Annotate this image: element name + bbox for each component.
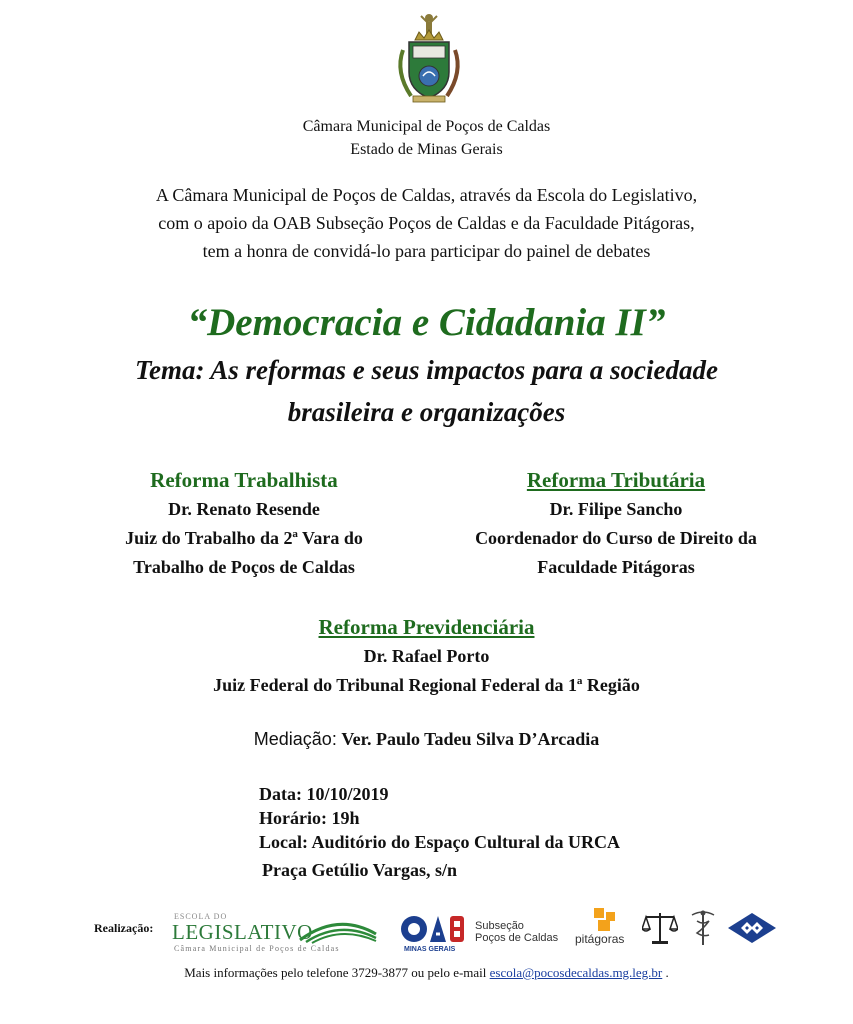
coat-of-arms-logo bbox=[391, 10, 467, 106]
event-title: “Democracia e Cidadania II” bbox=[187, 301, 666, 344]
event-theme-line-2: brasileira e organizações bbox=[287, 397, 566, 427]
subsecao-line-2: Poços de Caldas bbox=[475, 932, 559, 944]
escola-logo-sub-text: Câmara Municipal de Poços de Caldas bbox=[174, 944, 340, 953]
caduceus-emblem-icon bbox=[688, 909, 718, 947]
event-time: Horário: 19h bbox=[259, 808, 360, 828]
pitagoras-logo bbox=[574, 908, 638, 948]
realizacao-label: Realização: bbox=[94, 921, 154, 935]
event-location: Local: Auditório do Espaço Cultural da URCA bbox=[259, 832, 621, 852]
event-date: Data: 10/10/2019 bbox=[259, 784, 389, 804]
footer-contact-text: Mais informações pelo telefone 3729-3877 ou pelo e-mail bbox=[184, 965, 487, 980]
panel-trabalhista bbox=[84, 466, 404, 582]
intro-line-2: com o apoio da OAB Subseção Poços de Caldas e da Faculdade Pitágoras, bbox=[158, 213, 695, 233]
pitagoras-text: pitágoras bbox=[575, 932, 625, 946]
footer-contact bbox=[0, 964, 853, 982]
pitagoras-blocks-icon bbox=[592, 908, 618, 932]
mediation bbox=[0, 726, 853, 752]
oab-logo bbox=[400, 912, 560, 956]
oab-logo-text bbox=[400, 912, 401, 913]
escola-swoosh-icon bbox=[298, 916, 378, 944]
panel-previdenciaria-speaker: Dr. Rafael Porto bbox=[363, 646, 490, 666]
panel-tributaria-role-2: Faculdade Pitágoras bbox=[537, 557, 695, 577]
panel-tributaria bbox=[436, 466, 796, 582]
panel-tributaria-role-1: Coordenador do Curso de Direito da bbox=[475, 528, 757, 548]
escola-logo-small-text: ESCOLA DO bbox=[174, 912, 228, 921]
panel-tributaria-heading: Reforma Tributária bbox=[526, 468, 706, 492]
footer-contact-end: . bbox=[665, 965, 669, 980]
oab-sub-text: MINAS GERAIS bbox=[404, 946, 456, 953]
mediation-label: Mediação: bbox=[253, 729, 337, 749]
panel-previdenciaria-heading: Reforma Previdenciária bbox=[318, 615, 535, 639]
header-chamber: Câmara Municipal de Poços de Caldas bbox=[302, 118, 551, 135]
event-address: Praça Getúlio Vargas, s/n bbox=[262, 860, 458, 880]
escola-logo-big-text: LEGISLATIVO bbox=[172, 920, 313, 944]
panel-previdenciaria-role: Juiz Federal do Tribunal Regional Federal da 1ª Região bbox=[213, 675, 640, 695]
intro-line-3: tem a honra de convidá-lo para participar do painel de debates bbox=[202, 241, 651, 261]
subsecao-text bbox=[475, 920, 558, 944]
email-link[interactable]: escola@pocosdecaldas.mg.leg.br bbox=[489, 965, 663, 980]
panel-previdenciaria bbox=[0, 613, 853, 700]
intro-line-1: A Câmara Municipal de Poços de Caldas, através da Escola do Legislativo, bbox=[155, 185, 698, 205]
escola-legislativo-logo bbox=[172, 912, 382, 956]
panel-trabalhista-heading: Reforma Trabalhista bbox=[150, 468, 338, 492]
subsecao-line-1: Subseção bbox=[475, 920, 524, 932]
panel-trabalhista-role-2: Trabalho de Poços de Caldas bbox=[133, 557, 355, 577]
oab-mark-icon bbox=[400, 914, 472, 944]
header-state: Estado de Minas Gerais bbox=[350, 141, 503, 158]
panel-trabalhista-speaker: Dr. Renato Resende bbox=[168, 499, 320, 519]
panel-tributaria-speaker: Dr. Filipe Sancho bbox=[549, 499, 683, 519]
scales-of-justice-icon bbox=[642, 911, 678, 945]
mediation-name: Ver. Paulo Tadeu Silva D’Arcadia bbox=[341, 729, 600, 749]
event-theme-line-1: Tema: As reformas e seus impactos para a sociedade bbox=[135, 355, 718, 385]
panel-trabalhista-role-1: Juiz do Trabalho da 2ª Vara do bbox=[125, 528, 363, 548]
diamond-logo-icon bbox=[727, 912, 777, 944]
